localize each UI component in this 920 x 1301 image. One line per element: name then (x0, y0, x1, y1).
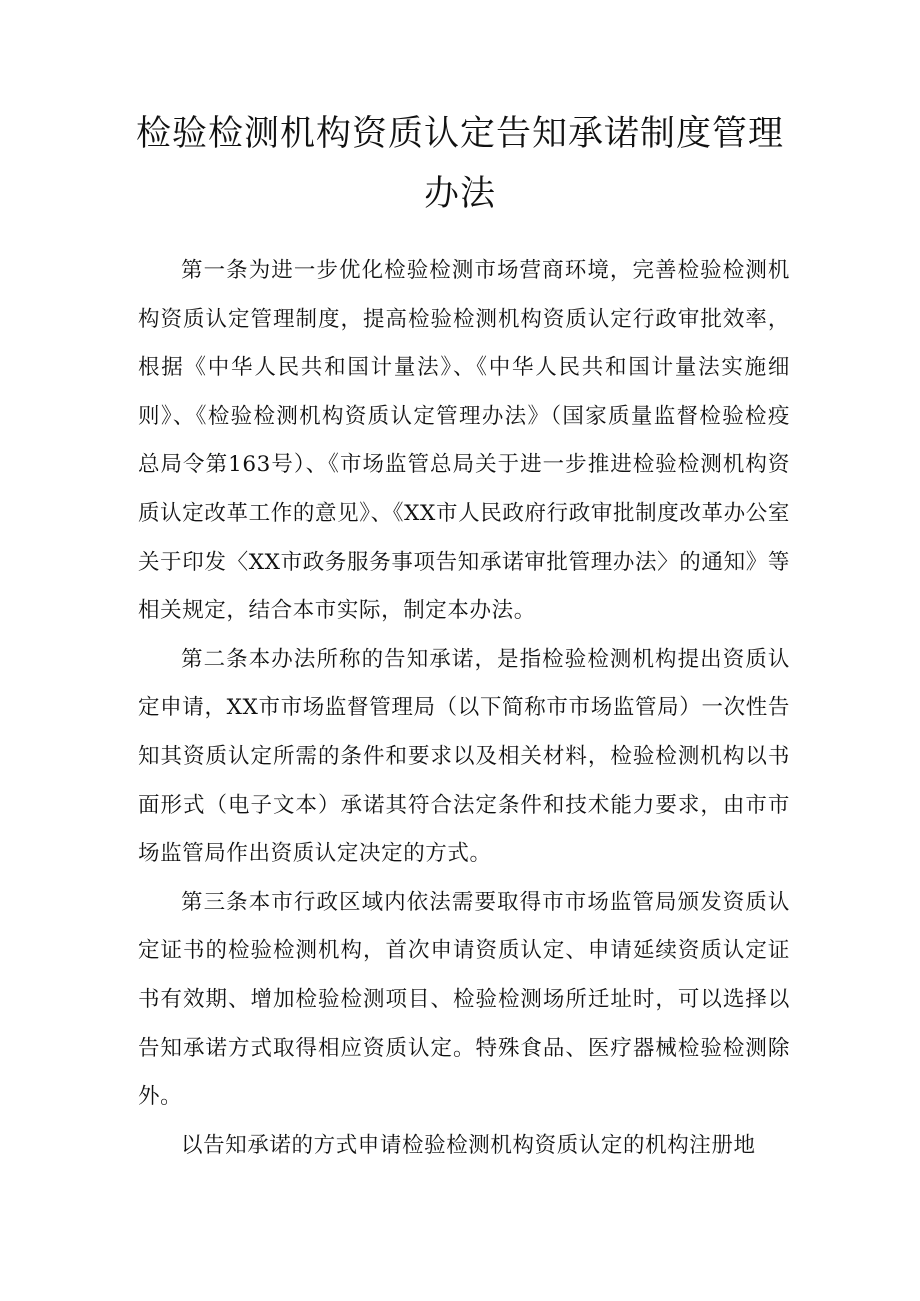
paragraph-article-3: 第三条本市行政区域内依法需要取得市市场监管局颁发资质认定证书的检验检测机构，首次申请资质认定、申请延续资质认定证书有效期、增加检验检测项目、检验检测场所迁址时，可以选择以告知承诺方式取得相应资质认定。特殊食品、医疗器械检验检测除外。 (138, 889, 790, 1110)
title-line-2: 办法 (423, 174, 496, 214)
paragraph-continuation: 以告知承诺的方式申请检验检测机构资质认定的机构注册地 (181, 1132, 756, 1158)
paragraph-article-2: 第二条本办法所称的告知承诺，是指检验检测机构提出资质认定申请，XX市市场监督管理局（以下简称市市场监管局）一次性告知其资质认定所需的条件和要求以及相关材料，检验检测机构以书面形式（电子文本）承诺其符合法定条件和技术能力要求，由市市场监管局作出资质认定决定的方式。 (138, 646, 790, 867)
title-line-1: 检验检测机构资质认定告知承诺制度管理 (135, 114, 784, 154)
document-title (120, 104, 800, 224)
paragraph-article-1: 第一条为进一步优化检验检测市场营商环境，完善检验检测机构资质认定管理制度，提高检验检测机构资质认定行政审批效率，根据《中华人民共和国计量法》、《中华人民共和国计量法实施细则》、《检验检测机构资质认定管理办法》（国家质量监督检验检疫总局令第163号）、《市场监管总局关于进一步推进检验检测机构资质认定改革工作的意见》、《XX市人民政府行政审批制度改革办公室关于印发〈XX市政务服务事项告知承诺审批管理办法〉的通知》等相关规定，结合本市实际，制定本办法。 (138, 258, 790, 624)
document-body (138, 247, 790, 1170)
